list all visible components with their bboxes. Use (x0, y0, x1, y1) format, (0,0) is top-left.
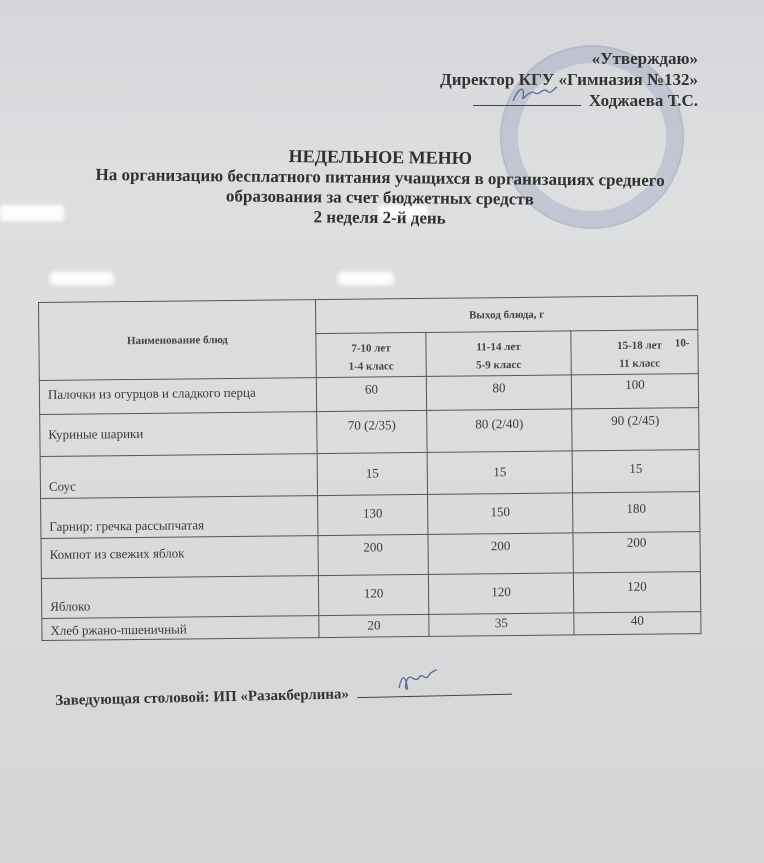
director-name: Ходжаева Т.С. (588, 91, 698, 110)
dish-name: Палочки из огурцов и сладкого перца (39, 378, 316, 415)
portion-value: 200 (318, 534, 428, 575)
header-output: Выход блюда, г (315, 296, 697, 334)
portion-value: 35 (429, 613, 574, 637)
portion-value: 200 (573, 532, 700, 573)
subtitle-line-1: На организацию бесплатного питания учащихся в организациях среднего (95, 165, 665, 190)
signature-line (440, 90, 698, 111)
portion-value: 130 (318, 494, 428, 535)
approval-line: «Утверждаю» (591, 49, 698, 68)
canteen-manager-label: Заведующая столовой: ИП «Разакберлина» (55, 686, 350, 709)
light-reflection (50, 272, 114, 285)
portion-value: 100 (571, 374, 698, 409)
dish-name: Куриные шарики (40, 412, 317, 457)
director-line: Директор КГУ «Гимназия №132» (440, 70, 698, 89)
header-age-group-2 (426, 331, 571, 377)
signature-icon (392, 667, 439, 694)
table-row (41, 532, 700, 579)
footer-signature (55, 680, 512, 710)
age-range: 15-18 лет (616, 338, 662, 352)
portion-value: 180 (573, 492, 700, 533)
table-row (40, 450, 699, 499)
signature-field (356, 680, 511, 699)
portion-value: 200 (428, 533, 573, 575)
portion-value: 80 (2/40) (427, 409, 572, 453)
grade-range: 5-9 класс (476, 358, 522, 371)
portion-value: 90 (2/45) (572, 408, 699, 451)
table-row (41, 572, 700, 619)
dish-name: Гарнир: гречка рассыпчатая (41, 496, 318, 539)
portion-value: 20 (319, 614, 429, 637)
document-title (40, 142, 721, 231)
table-row (40, 408, 699, 457)
portion-value: 150 (428, 493, 573, 535)
header-age-group-3 (571, 330, 698, 375)
portion-value: 15 (427, 451, 572, 495)
approval-block (440, 48, 698, 111)
menu-table (38, 295, 702, 641)
portion-value: 120 (318, 574, 428, 615)
portion-value: 120 (428, 573, 573, 615)
signature-field (473, 91, 581, 106)
dish-name: Соус (40, 454, 317, 499)
portion-value: 80 (426, 375, 571, 411)
menu-table-container (38, 295, 702, 641)
light-reflection (338, 272, 394, 285)
subtitle-line-2: образования за счет бюджетных средств (225, 186, 534, 209)
header-dish-name: Наименование блюд (39, 300, 317, 381)
table-row (41, 492, 700, 539)
heading: НЕДЕЛЬНОЕ МЕНЮ (288, 146, 473, 168)
portion-value: 40 (574, 612, 701, 635)
age-range: 7-10 лет (351, 341, 391, 355)
dish-name: Хлеб ржано-пшеничный (42, 616, 319, 641)
dish-name: Яблоко (41, 576, 318, 619)
portion-value: 15 (317, 452, 427, 495)
portion-value: 60 (316, 376, 426, 411)
portion-value: 15 (572, 450, 699, 493)
grade-range-prefix: 10- (674, 337, 690, 350)
grade-range: 1-4 класс (348, 359, 394, 373)
portion-value: 120 (573, 572, 700, 613)
signature-icon (509, 83, 559, 105)
portion-value: 70 (2/35) (317, 410, 427, 453)
header-age-group-1 (316, 332, 426, 377)
period: 2 неделя 2-й день (313, 207, 446, 228)
age-range: 11-14 лет (476, 340, 521, 353)
grade-range: 11 класс (619, 356, 661, 370)
dish-name: Компот из свежих яблок (41, 536, 318, 579)
